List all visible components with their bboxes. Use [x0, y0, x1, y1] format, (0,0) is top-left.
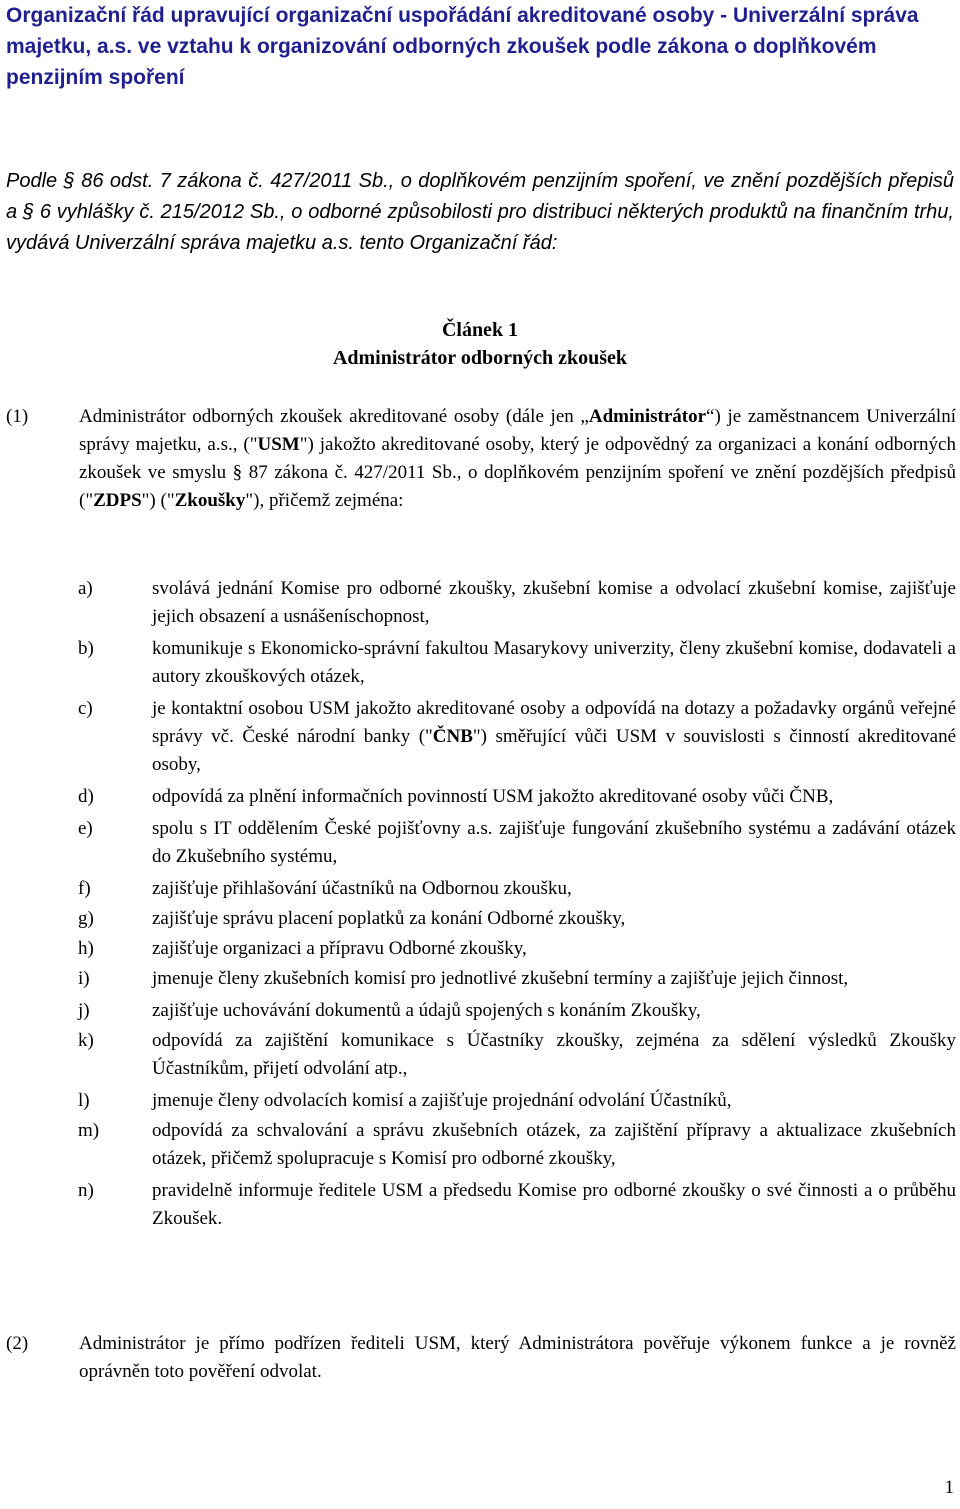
duties-list [78, 575, 956, 1235]
paragraph-2-number: (2) [6, 1333, 29, 1354]
text-run: ") směřující vůči USM v souvislosti s činností akreditované osoby, [152, 726, 957, 775]
article-title: Administrátor odborných zkoušek [332, 347, 628, 369]
list-label: h) [78, 938, 94, 959]
list-label: a) [78, 578, 93, 599]
list-text: odpovídá za schvalování a správu zkušebních otázek, za zajištění přípravy a aktualizace zkušebních otázek, přičemž spolupracuje s Komisí pro odborné zkoušky, [152, 1120, 956, 1169]
list-item-f [78, 875, 956, 903]
list-text: zajišťuje správu placení poplatků za konání Odborné zkoušky, [152, 908, 626, 929]
list-item-k [78, 1027, 956, 1083]
list-text [152, 695, 956, 779]
term-administrator: Administrátor [588, 406, 707, 427]
paragraph-2 [6, 1330, 956, 1386]
list-item-n [78, 1177, 956, 1233]
list-text: komunikuje s Ekonomicko-správní fakultou Masarykovy univerzity, členy zkušební komise, dodavateli a autory zkouškových otázek, [152, 638, 956, 687]
list-label: n) [78, 1180, 94, 1201]
list-item-j [78, 997, 956, 1025]
article-number: Článek 1 [441, 319, 519, 341]
list-label: m) [78, 1120, 100, 1141]
list-text: odpovídá za zajištění komunikace s Účastníky zkoušky, zejména za sdělení výsledků Zkoušky Účastníkům, přijetí odvolání atp., [152, 1030, 956, 1079]
text-run: Administrátor odborných zkoušek akreditované osoby (dále jen „ [79, 406, 589, 427]
text-run: ") jakožto akreditované osoby, který je odpovědný za organizaci a konání odborných zkoušek ve smyslu § 87 zákona č. 427/2011 Sb., o doplňkovém penzijním spoření ve znění pozdějších předpisů (" [79, 434, 956, 511]
list-label: i) [78, 968, 90, 989]
list-label: b) [78, 638, 94, 659]
text-run: "), přičemž zejména: [245, 490, 404, 511]
text-run: ") (" [141, 490, 175, 511]
term-cnb: ČNB [432, 726, 473, 747]
document-title: Organizační řád upravující organizační uspořádání akreditované osoby - Univerzální správa majetku, a.s. ve vztahu k organizování odborných zkoušek podle zákona o doplňkovém penzijním spoření [6, 4, 919, 89]
list-item-h [78, 935, 956, 963]
list-text: svolává jednání Komise pro odborné zkoušky, zkušební komise a odvolací zkušební komise, zajišťuje jejich obsazení a usnášeníschopnost, [152, 578, 956, 627]
term-zdps: ZDPS [93, 490, 142, 511]
list-item-a [78, 575, 956, 631]
list-item-m [78, 1117, 956, 1173]
list-text: zajišťuje uchovávání dokumentů a údajů spojených s konáním Zkoušky, [152, 1000, 701, 1021]
list-label: k) [78, 1030, 94, 1051]
text-run: je kontaktní osobou USM jakožto akreditované osoby a odpovídá na dotazy a požadavky orgánů veřejné správy vč. České národní banky (" [152, 698, 956, 747]
paragraph-2-text: Administrátor je přímo podřízen řediteli USM, který Administrátora pověřuje výkonem funkce a je rovněž oprávněn toto pověření odvolat. [79, 1333, 956, 1382]
list-item-d [78, 783, 956, 811]
list-label: l) [78, 1090, 90, 1111]
list-text: zajišťuje přihlašování účastníků na Odbornou zkoušku, [152, 878, 572, 899]
list-text: jmenuje členy zkušebních komisí pro jednotlivé zkušební termíny a zajišťuje jejich činnost, [152, 968, 849, 989]
page-number: 1 [944, 1477, 954, 1498]
intro-paragraph: Podle § 86 odst. 7 zákona č. 427/2011 Sb., o doplňkovém penzijním spoření, ve znění pozdějších přepisů a § 6 vyhlášky č. 215/2012 Sb., o odborné způsobilosti pro distribuci některých produktů na finančním trhu, vydává Univerzální správa majetku a.s. tento Organizační řád: [6, 170, 954, 254]
list-item-e [78, 815, 956, 871]
list-label: e) [78, 818, 93, 839]
list-label: g) [78, 908, 94, 929]
list-label: d) [78, 786, 94, 807]
paragraph-1 [6, 403, 956, 515]
list-item-c [78, 695, 956, 779]
list-text: spolu s IT oddělením České pojišťovny a.s. zajišťuje fungování zkušebního systému a zadávání otázek do Zkušebního systému, [152, 818, 956, 867]
list-label: c) [78, 698, 93, 719]
list-label: f) [78, 878, 91, 899]
list-item-i [78, 965, 956, 993]
list-text: jmenuje členy odvolacích komisí a zajišťuje projednání odvolání Účastníků, [152, 1090, 732, 1111]
term-zkousky: Zkoušky [174, 490, 246, 511]
paragraph-1-number: (1) [6, 406, 29, 427]
paragraph-1-text [79, 403, 956, 515]
list-text: zajišťuje organizaci a přípravu Odborné zkoušky, [152, 938, 527, 959]
list-label: j) [78, 1000, 90, 1021]
text-run: “) je zaměstnancem Univerzální správy majetku, a.s., (" [79, 406, 956, 455]
list-text: pravidelně informuje ředitele USM a předsedu Komise pro odborné zkoušky o své činnosti a o průběhu Zkoušek. [152, 1180, 956, 1229]
list-item-g [78, 905, 956, 933]
list-item-l [78, 1087, 956, 1115]
list-text: odpovídá za plnění informačních povinností USM jakožto akreditované osoby vůči ČNB, [152, 786, 834, 807]
term-usm: USM [257, 434, 300, 455]
list-item-b [78, 635, 956, 691]
